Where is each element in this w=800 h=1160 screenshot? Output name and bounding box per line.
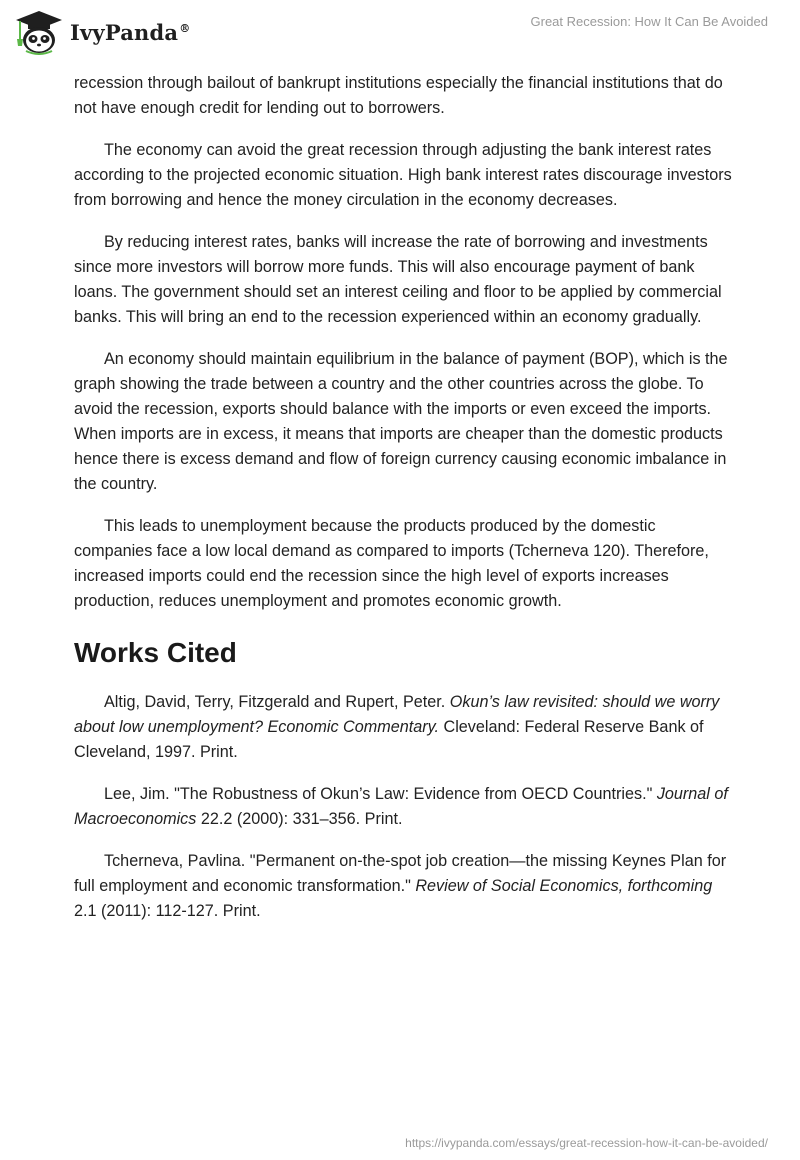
citation-entry: Lee, Jim. "The Robustness of Okun’s Law: Evidence from OECD Countries." Journal of Macroeconomics 22.2 (2000): 331–356. Print. <box>74 785 728 828</box>
body-paragraph: This leads to unemployment because the products produced by the domestic companies face a low local demand as compared to imports (Tcherneva 120). Therefore, increased imports could end the recession since the high level of exports increases production, reduces unemployment and promotes economic growth. <box>74 517 709 610</box>
body-paragraph: The economy can avoid the great recession through adjusting the bank interest rates according to the projected economic situation. High bank interest rates discourage investors from borrowing and hence the money circulation in the economy decreases. <box>74 141 732 209</box>
panda-graduate-icon <box>14 9 64 55</box>
page-header <box>0 0 800 60</box>
essay-content <box>74 71 734 941</box>
logo-wordmark: IvyPanda® <box>70 19 191 45</box>
body-paragraph: By reducing interest rates, banks will increase the rate of borrowing and investments since more investors will borrow more funds. This will also encourage payment of bank loans. The government should set an interest ceiling and floor to be applied by commercial banks. This will bring an end to the recession experienced within an economy gradually. <box>74 233 722 326</box>
body-paragraph: An economy should maintain equilibrium in the balance of payment (BOP), which is the graph showing the trade between a country and the other countries across the globe. To avoid the recession, exports should balance with the imports or even exceed the imports. When imports are in excess, it means that imports are cheaper than the domestic products hence there is excess demand and flow of foreign currency causing economic imbalance in the country. <box>74 350 728 493</box>
works-cited-heading: Works Cited <box>74 637 237 668</box>
ivypanda-logo[interactable] <box>14 8 190 56</box>
source-url-link[interactable]: https://ivypanda.com/essays/great-recession-how-it-can-be-avoided/ <box>405 1136 768 1150</box>
citation-entry: Tcherneva, Pavlina. "Permanent on-the-spot job creation—the missing Keynes Plan for full employment and economic transformation." Review of Social Economics, forthcoming 2.1 (2011): 112-127. Print. <box>74 852 727 920</box>
body-paragraph: recession through bailout of bankrupt institutions especially the financial institutions that do not have enough credit for lending out to borrowers. <box>74 74 723 117</box>
citation-entry: Altig, David, Terry, Fitzgerald and Rupert, Peter. Okun’s law revisited: should we worry about low unemployment? Economic Commentary. Cleveland: Federal Reserve Bank of Cleveland, 1997. Print. <box>74 693 720 761</box>
running-title: Great Recession: How It Can Be Avoided <box>530 14 768 29</box>
